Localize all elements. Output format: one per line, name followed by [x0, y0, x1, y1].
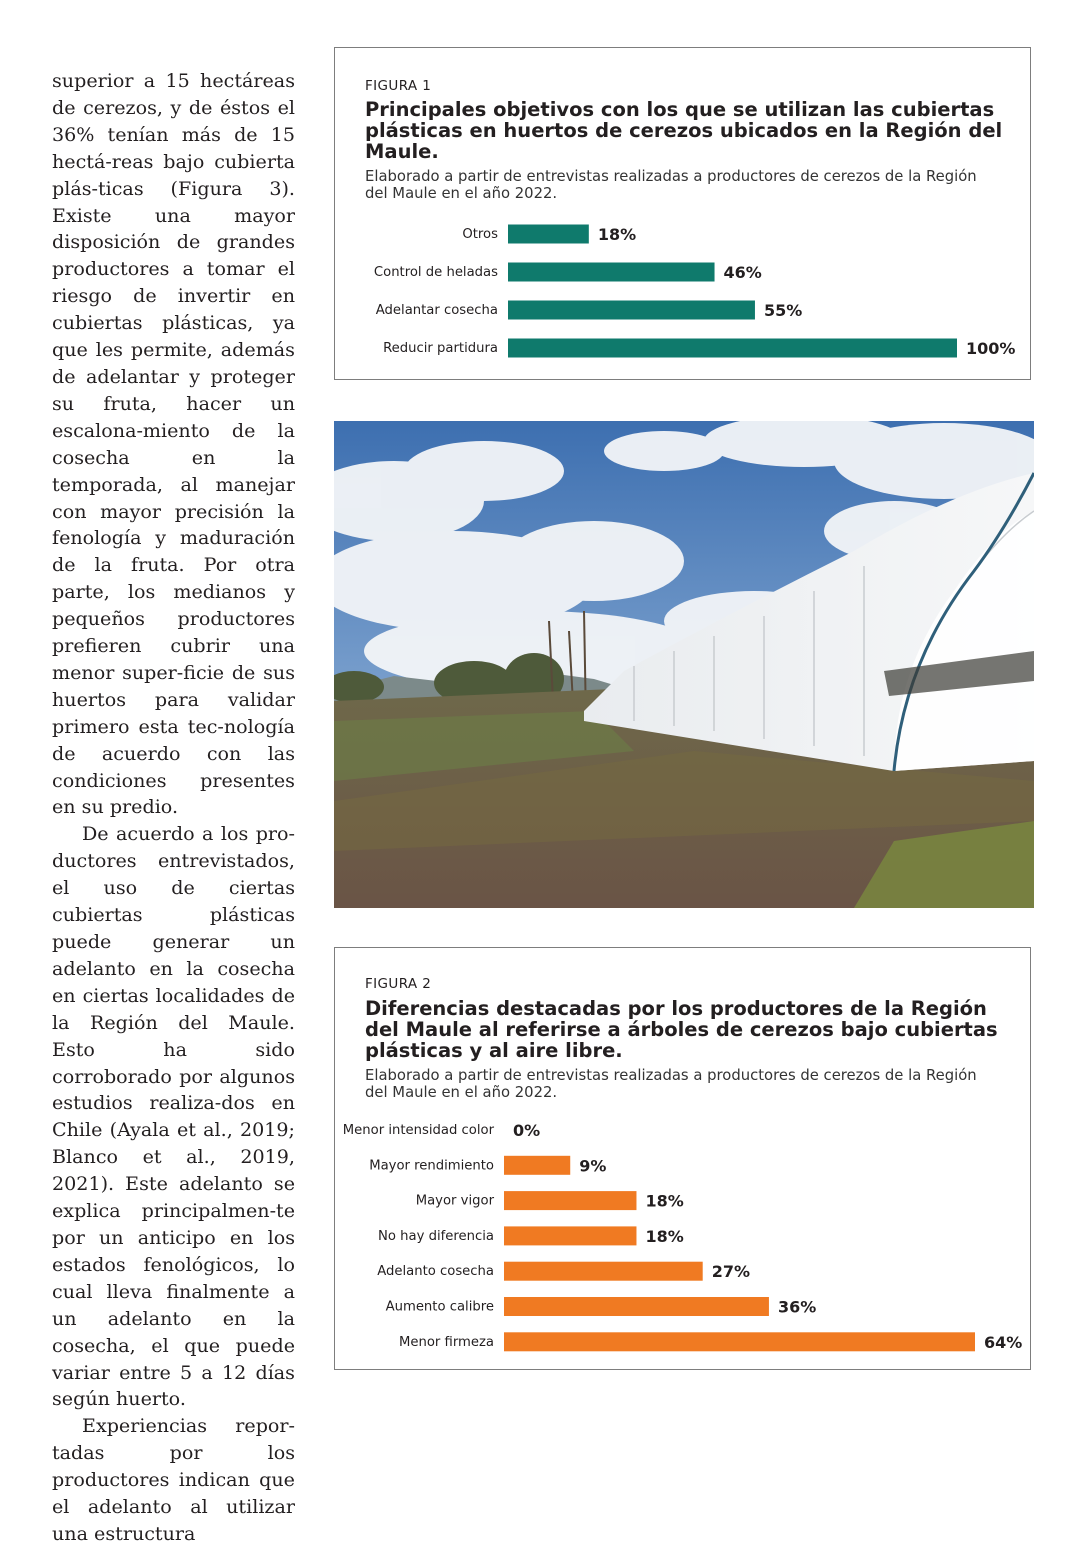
bar [504, 1191, 636, 1210]
figure-1-box [334, 47, 1031, 380]
figure-2-box [334, 947, 1031, 1370]
figure-1-title: Principales objetivos con los que se utilizan las cubiertas plásticas en huertos de cerezos ubicados en la Región del Maule. [365, 98, 1003, 163]
value-label: 9% [579, 1156, 607, 1176]
category-label: Menor firmeza [399, 1334, 494, 1350]
figure-1-label: FIGURA 1 [365, 78, 432, 94]
value-label: 18% [645, 1191, 684, 1211]
bar [504, 1156, 570, 1175]
value-label: 36% [777, 1297, 817, 1317]
value-label: 27% [711, 1262, 750, 1282]
value-label: 100% [966, 339, 1016, 358]
category-label: Adelanto cosecha [377, 1264, 494, 1280]
figure-1-bar-chart [335, 216, 1030, 366]
body-paragraph-1: superior a 15 hectáreas de cerezos, y de éstos el 36% tenían más de 15 hectá-reas bajo cubierta plás-ticas (Figura 3). Existe una mayor disposición de grandes productores a tomar el riesgo de invertir en cubiertas plásticas, ya que les permite, además de adelantar y proteger su fruta, hacer un escalona-miento de la cosecha en la temporada, al manejar con mayor precisión la fenología y maduración de la fruta. Por otra parte, los medianos y pequeños productores prefieren cubrir una menor super-ficie de sus huertos para validar primero esta tec-nología de acuerdo con las condiciones presentes en su predio. [52, 69, 295, 819]
category-label: No hay diferencia [378, 1228, 494, 1244]
figure-2-bar-chart [335, 1115, 1030, 1365]
body-paragraph-3: Experiencias repor-tadas por los productores indican que el adelanto al utilizar una estructura [52, 1414, 295, 1545]
category-label: Menor intensidad color [342, 1123, 494, 1138]
bar [504, 1262, 703, 1281]
value-label: 18% [645, 1226, 684, 1246]
bar [508, 301, 755, 320]
body-paragraph-2: De acuerdo a los pro-ductores entrevistados, el uso de ciertas cubiertas plásticas puede generar un adelanto en la cosecha en ciertas localidades de la Región del Maule. Esto ha sido corroborado por algunos estudios realiza-dos en Chile (Ayala et al., 2019; Blanco et al., 2019, 2021). Este adelanto se explica principalmen-te por un anticipo en los estados fenológicos, lo cual lleva finalmente a un adelanto en la cosecha, el que puede variar entre 5 a 12 días según huerto. [52, 822, 295, 1411]
greenhouse-orchard-photo [334, 421, 1034, 908]
bar [508, 263, 715, 282]
figure-2-label: FIGURA 2 [365, 976, 432, 992]
category-label: Mayor vigor [415, 1193, 494, 1209]
value-label: 18% [597, 225, 637, 244]
category-label: Aumento calibre [385, 1299, 494, 1315]
value-label: 0% [513, 1121, 541, 1140]
bar [508, 339, 957, 358]
value-label: 55% [763, 301, 803, 320]
category-label: Mayor rendimiento [369, 1158, 494, 1174]
bar [504, 1297, 769, 1316]
bar [504, 1332, 975, 1351]
value-label: 46% [723, 263, 762, 282]
figure-2-title: Diferencias destacadas por los productores de la Región del Maule al referirse a árboles de cerezos bajo cubiertas plásticas y al aire libre. [365, 997, 998, 1062]
category-label: Otros [462, 227, 498, 242]
bar [508, 225, 589, 244]
body-text-column [52, 68, 295, 1548]
value-label: 64% [984, 1332, 1023, 1352]
category-label: Reducir partidura [383, 341, 498, 356]
category-label: Control de heladas [373, 265, 498, 280]
figure-1-subtitle: Elaborado a partir de entrevistas realizadas a productores de cerezos de la Región del Maule en el año 2022. [365, 168, 977, 202]
category-label: Adelantar cosecha [375, 303, 498, 318]
figure-2-subtitle: Elaborado a partir de entrevistas realizadas a productores de cerezos de la Región del Maule en el año 2022. [365, 1067, 977, 1101]
bar [504, 1226, 636, 1245]
